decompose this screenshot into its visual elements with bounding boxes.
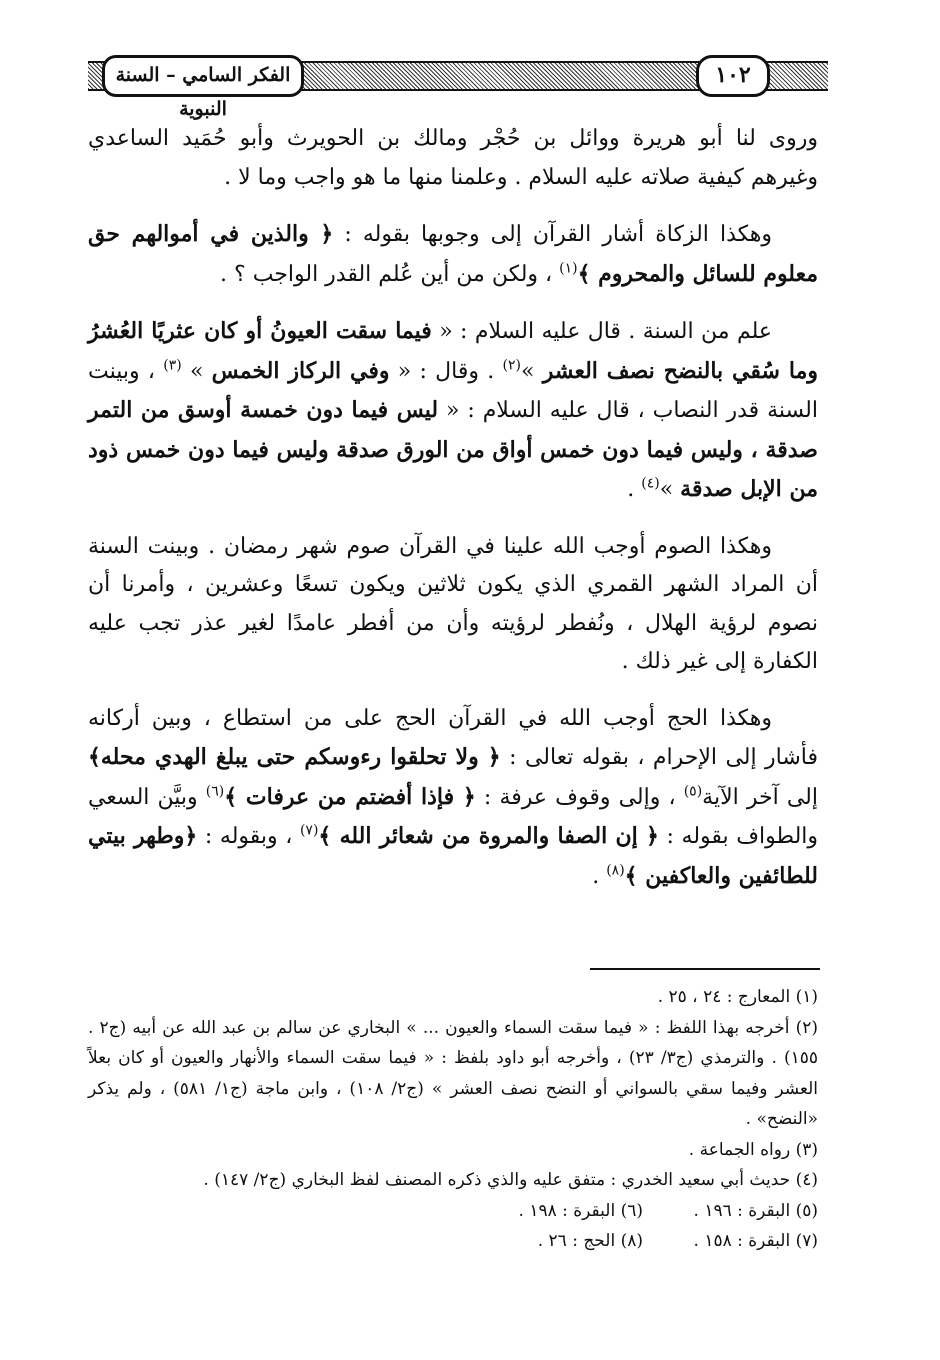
text-run: » (659, 477, 681, 502)
footnote-row-5-6 (88, 1196, 818, 1227)
quran-quote: ﴿ والذين في أموالهم حق معلوم للسائل والمحروم ﴾ (88, 221, 818, 287)
text-run: إلى آخر الآية (702, 784, 818, 810)
paragraph-1-text: وروى لنا أبو هريرة ووائل بن حُجْر ومالك بن الحويرث وأبو حُمَيد الساعدي وغيرهم كيفية صلاته عليه السلام . وعلمنا منها ما هو واجب وما لا . (88, 126, 818, 190)
text-run: » (520, 358, 543, 384)
footnote-ref-5: (٥) (683, 783, 703, 800)
text-run: . (592, 863, 607, 889)
quran-quote: ﴿ إن الصفا والمروة من شعائر الله ﴾ (318, 823, 659, 849)
hadith-quote: وفي الركاز الخمس (211, 357, 390, 384)
footnote-ref-1: (١) (559, 260, 578, 277)
footnote-ref-7: (٧) (299, 822, 319, 839)
paragraph-5 (88, 700, 818, 897)
paragraph-1 (88, 120, 818, 197)
text-run: » (181, 358, 212, 384)
text-run: ، وبينت السنة قدر النصاب ، قال عليه السلام : « (88, 358, 818, 423)
page-number: ١٠٢ (696, 55, 770, 97)
text-run: ، ولكن من أين عُلم القدر الواجب ؟ . (220, 261, 560, 287)
paragraph-3 (88, 312, 818, 510)
footnote-4: (٤) حديث أبي سعيد الخدري : متفق عليه والذي ذكره المصنف لفظ البخاري (ج٢/ ١٤٧) . (203, 1170, 818, 1190)
paragraph-4-text: وهكذا الصوم أوجب الله علينا في القرآن صوم شهر رمضان . وبينت السنة أن المراد الشهر القمري الذي يكون ثلاثين ويكون تسعًا وعشرين ، وأمرنا أن نصوم لرؤية الهلال ، ونُفطر لرؤيته وأن من أفطر عامدًا لغير عذر تجب عليه الكفارة إلى غير ذلك . (88, 533, 818, 674)
footnote-ref-4: (٤) (641, 475, 660, 492)
text-run: وبيَّن السعي والطواف بقوله : (88, 784, 819, 849)
text-run: . (627, 477, 642, 502)
footnote-5: (٥) البقرة : ١٩٦ . (693, 1200, 818, 1221)
footnote-ref-6: (٦) (205, 783, 225, 800)
text-run: وهكذا الحج أوجب الله في القرآن الحج على من استطاع ، وبين أركانه فأشار إلى الإحرام ، بقوله تعالى : (88, 705, 819, 770)
footnote-3: (٣) رواه الجماعة . (688, 1139, 818, 1160)
hadith-quote: فيما سقت العيونُ أو كان عثريًا العُشرُ وما سُقي بالنضح نصف العشر (88, 318, 818, 384)
footnote-7: (٧) البقرة : ١٥٨ . (693, 1231, 818, 1251)
footnote-1: (١) المعارج : ٢٤ ، ٢٥ . (657, 987, 818, 1007)
quran-quote: ﴿وطهر بيتي للطائفين والعاكفين ﴾ (88, 823, 818, 889)
text-run: وهكذا الزكاة أشار القرآن إلى وجوبها بقوله : (333, 222, 772, 247)
text-run: ، وإلى وقوف عرفة : (475, 784, 684, 810)
text-run: علم من السنة . قال عليه السلام : « (431, 319, 773, 344)
footnote-2: (٢) أخرجه بهذا اللفظ : « فيما سقت السماء والعيون ... » البخاري عن سالم بن عبد الله عن أبيه (ج٢ . ١٥٥) . والترمذي (ج٣/ ٢٣) ، وأخرجه أبو داود بلفظ : « فيما سقت السماء والأنهار والعيون أو كان بعلاً العشر وفيما سقي بالسواني أو النضح نصف العشر » (ج٢/ ١٠٨) ، وابن ماجة (ج١/ ٥٨١) ، ولم يذكر «النضح» . (88, 1017, 819, 1129)
paragraph-2 (88, 215, 818, 294)
running-title: الفكر السامي – السنة النبوية (102, 55, 304, 97)
page-header (88, 55, 828, 120)
paragraph-4 (88, 528, 818, 682)
text-run: ، وبقوله : (197, 824, 300, 849)
footnote-divider (590, 968, 820, 970)
footnotes (88, 982, 818, 1257)
quran-quote: ﴿ فإذا أفضتم من عرفات ﴾ (224, 783, 476, 810)
footnote-row-7-8 (88, 1226, 818, 1257)
footnote-6: (٦) البقرة : ١٩٨ . (518, 1200, 643, 1221)
hadith-quote: ليس فيما دون خمسة أوسق من التمر صدقة ، وليس فيما دون خمس أواق من الورق صدقة وليس فيما دون خمس ذود من الإبل صدقة (88, 397, 818, 502)
footnote-ref-3: (٣) (163, 357, 182, 374)
text-run: . وقال : « (389, 358, 503, 384)
footnote-ref-2: (٢) (502, 357, 521, 374)
footnote-8: (٨) الحج : ٢٦ . (537, 1231, 643, 1251)
footnote-ref-8: (٨) (606, 862, 625, 879)
quran-quote: ﴿ ولا تحلقوا رءوسكم حتى يبلغ الهدي محله﴾ (88, 744, 501, 770)
main-text (88, 120, 818, 914)
